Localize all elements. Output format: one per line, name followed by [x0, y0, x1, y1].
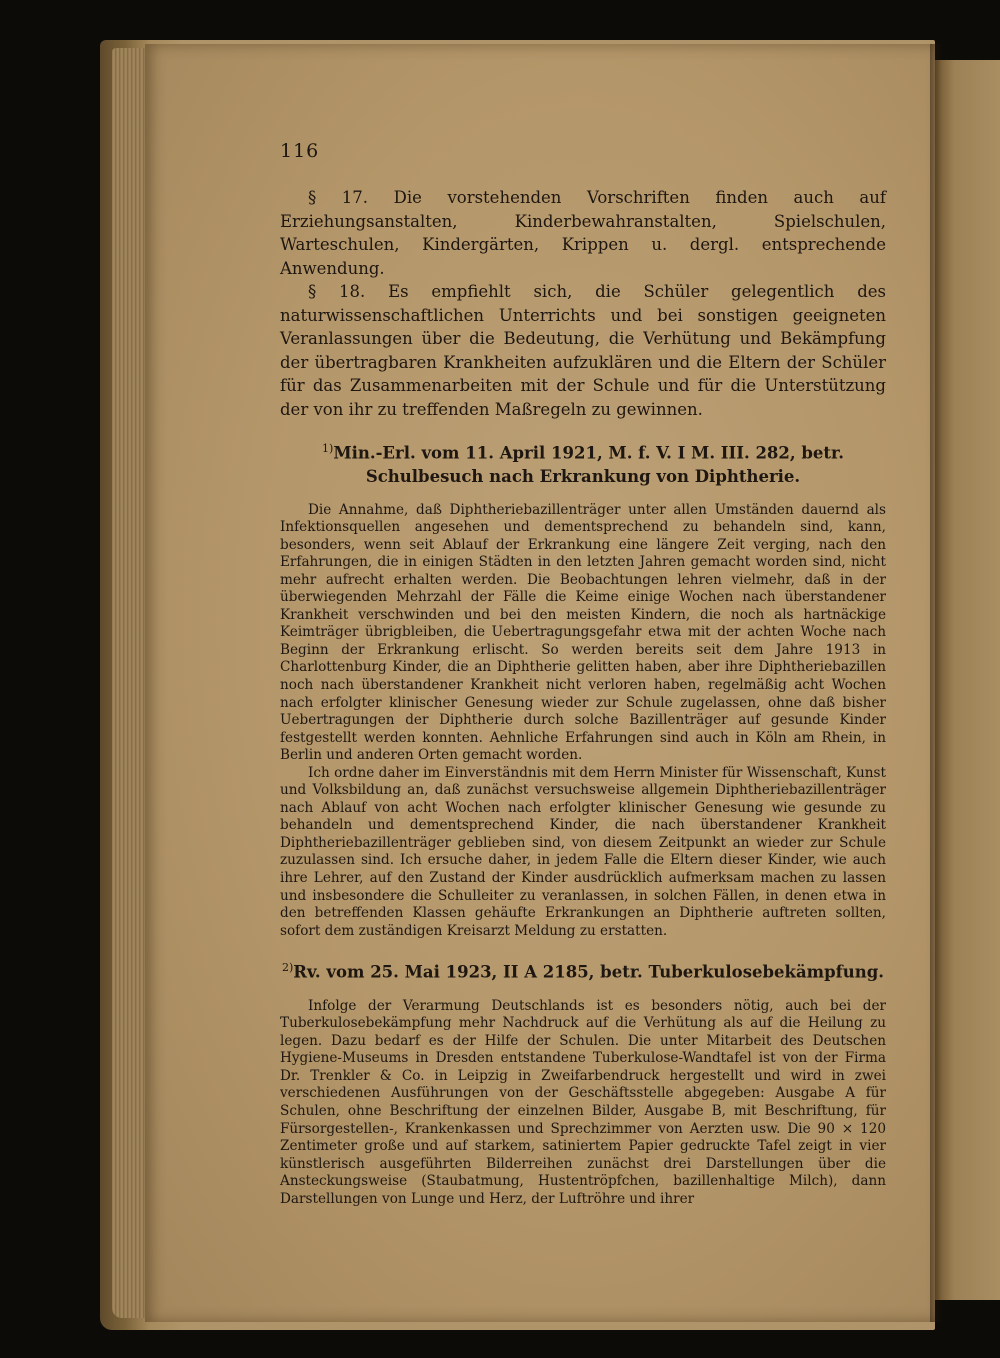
spine-shadow	[930, 44, 942, 1322]
page-content	[280, 140, 886, 1208]
footnote-1-marker: 1)	[322, 442, 334, 455]
page-number: 116	[280, 140, 320, 162]
footnote-1-title: Min.-Erl. vom 11. April 1921, M. f. V. I M. III. 282, betr. Schulbesuch nach Erkrankung von Diphtherie.	[333, 443, 844, 486]
footnote-1-paragraph-1: Die Annahme, daß Diphtheriebazillenträger unter allen Umständen dauernd als Infektionsquellen angesehen und dementsprechend zu behandeln sind, kann, besonders, wenn seit Ablauf der Erkrankung eine längere Zeit verging, nach den Erfahrungen, die in einigen Städten in den letzten Jahren gemacht worden sind, nicht mehr aufrecht erhalten werden. Die Beobachtungen lehren vielmehr, daß in der überwiegenden Mehrzahl der Fälle die Keime einige Wochen nach überstandener Krankheit verschwinden und bei den meisten Kindern, die noch als hartnäckige Keimträger übrigbleiben, die Uebertragungsgefahr etwa mit der achten Woche nach Beginn der Erkrankung erlischt. So werden bereits seit dem Jahre 1913 in Charlottenburg Kinder, die an Diphtherie gelitten haben, aber ihre Diphtheriebazillen noch nach überstandener Krankheit nicht verloren haben, regelmäßig acht Wochen nach erfolgter klinischer Genesung wieder zur Schule zugelassen, ohne daß bisher Uebertragungen der Diphtherie durch solche Bazillenträger auf gesunde Kinder festgestellt werden konnten. Aehnliche Erfahrungen sind auch in Köln am Rhein, in Berlin und anderen Orten gemacht worden.	[280, 501, 886, 764]
footnote-1-paragraph-2: Ich ordne daher im Einverständnis mit dem Herrn Minister für Wissenschaft, Kunst und Volksbildung an, daß zunächst versuchsweise allgemein Diphtheriebazillenträger nach Ablauf von acht Wochen nach erfolgter klinischer Genesung wie gesunde zu behandeln und dementsprechend Kinder, die nach überstandener Krankheit Diphtheriebazillenträger geblieben sind, von diesem Zeitpunkt an wieder zur Schule zuzulassen sind. Ich ersuche daher, in jedem Falle die Eltern dieser Kinder, wie auch ihre Lehrer, auf den Zustand der Kinder ausdrücklich aufmerksam machen zu lassen und insbesondere die Schulleiter zu veranlassen, in solchen Fällen, in denen etwa in den betreffenden Klassen gehäufte Erkrankungen an Diphtherie auftreten sollten, sofort dem zuständigen Kreisarzt Meldung zu erstatten.	[280, 764, 886, 939]
footnote-2-marker: 2)	[281, 961, 294, 975]
footnote-2-paragraph-1: Infolge der Verarmung Deutschlands ist es besonders nötig, auch bei der Tuberkulosebekämpfung mehr Nachdruck auf die Verhütung als auf die Heilung zu legen. Dazu bedarf es der Hilfe der Schulen. Die unter Mitarbeit des Deutschen Hygiene-Museums in Dresden entstandene Tuberkulose-Wandtafel ist von der Firma Dr. Trenkler & Co. in Leipzig in Zweifarbendruck hergestellt und wird in zwei verschiedenen Ausführungen von der Geschäftsstelle abgegeben: Ausgabe A für Schulen, ohne Beschriftung der einzelnen Bilder, Ausgabe B, mit Beschriftung, für Fürsorgestellen-, Krankenkassen und Sprechzimmer von Aerzten usw. Die 90 × 120 Zentimeter große und auf starkem, satiniertem Papier gedruckte Tafel zeigt in vier künstlerisch ausgeführten Bilderreihen zunächst drei Darstellungen über die Ansteckungsweise (Staubatmung, Hustentröpfchen, bazillenhaltige Milch), dann Darstellungen von Lunge und Herz, der Luftröhre und ihrer	[280, 997, 886, 1207]
paragraph-section-17: § 17. Die vorstehenden Vorschriften finden auch auf Erziehungsanstalten, Kinderbewahranstalten, Spielschulen, Warteschulen, Kindergärten, Krippen u. dergl. entsprechende Anwendung.	[280, 188, 886, 278]
footnote-2-title: Rv. vom 25. Mai 1923, II A 2185, betr. Tuberkulosebekämpfung.	[293, 962, 885, 982]
facing-page-edge	[935, 60, 1000, 1300]
paragraph-section-18: § 18. Es empfiehlt sich, die Schüler gelegentlich des naturwissenschaftlichen Unterrichts und bei sonstigen geeigneten Veranlassungen über die Bedeutung, die Verhütung und Bekämpfung der übertragbaren Krankheiten aufzuklären und die Eltern der Schüler für das Zusammenarbeiten mit der Schule und für die Unterstützung der von ihr zu treffenden Maßregeln zu gewinnen.	[280, 282, 886, 419]
footnote-2-heading	[280, 956, 886, 984]
footnote-1-heading	[280, 437, 886, 488]
